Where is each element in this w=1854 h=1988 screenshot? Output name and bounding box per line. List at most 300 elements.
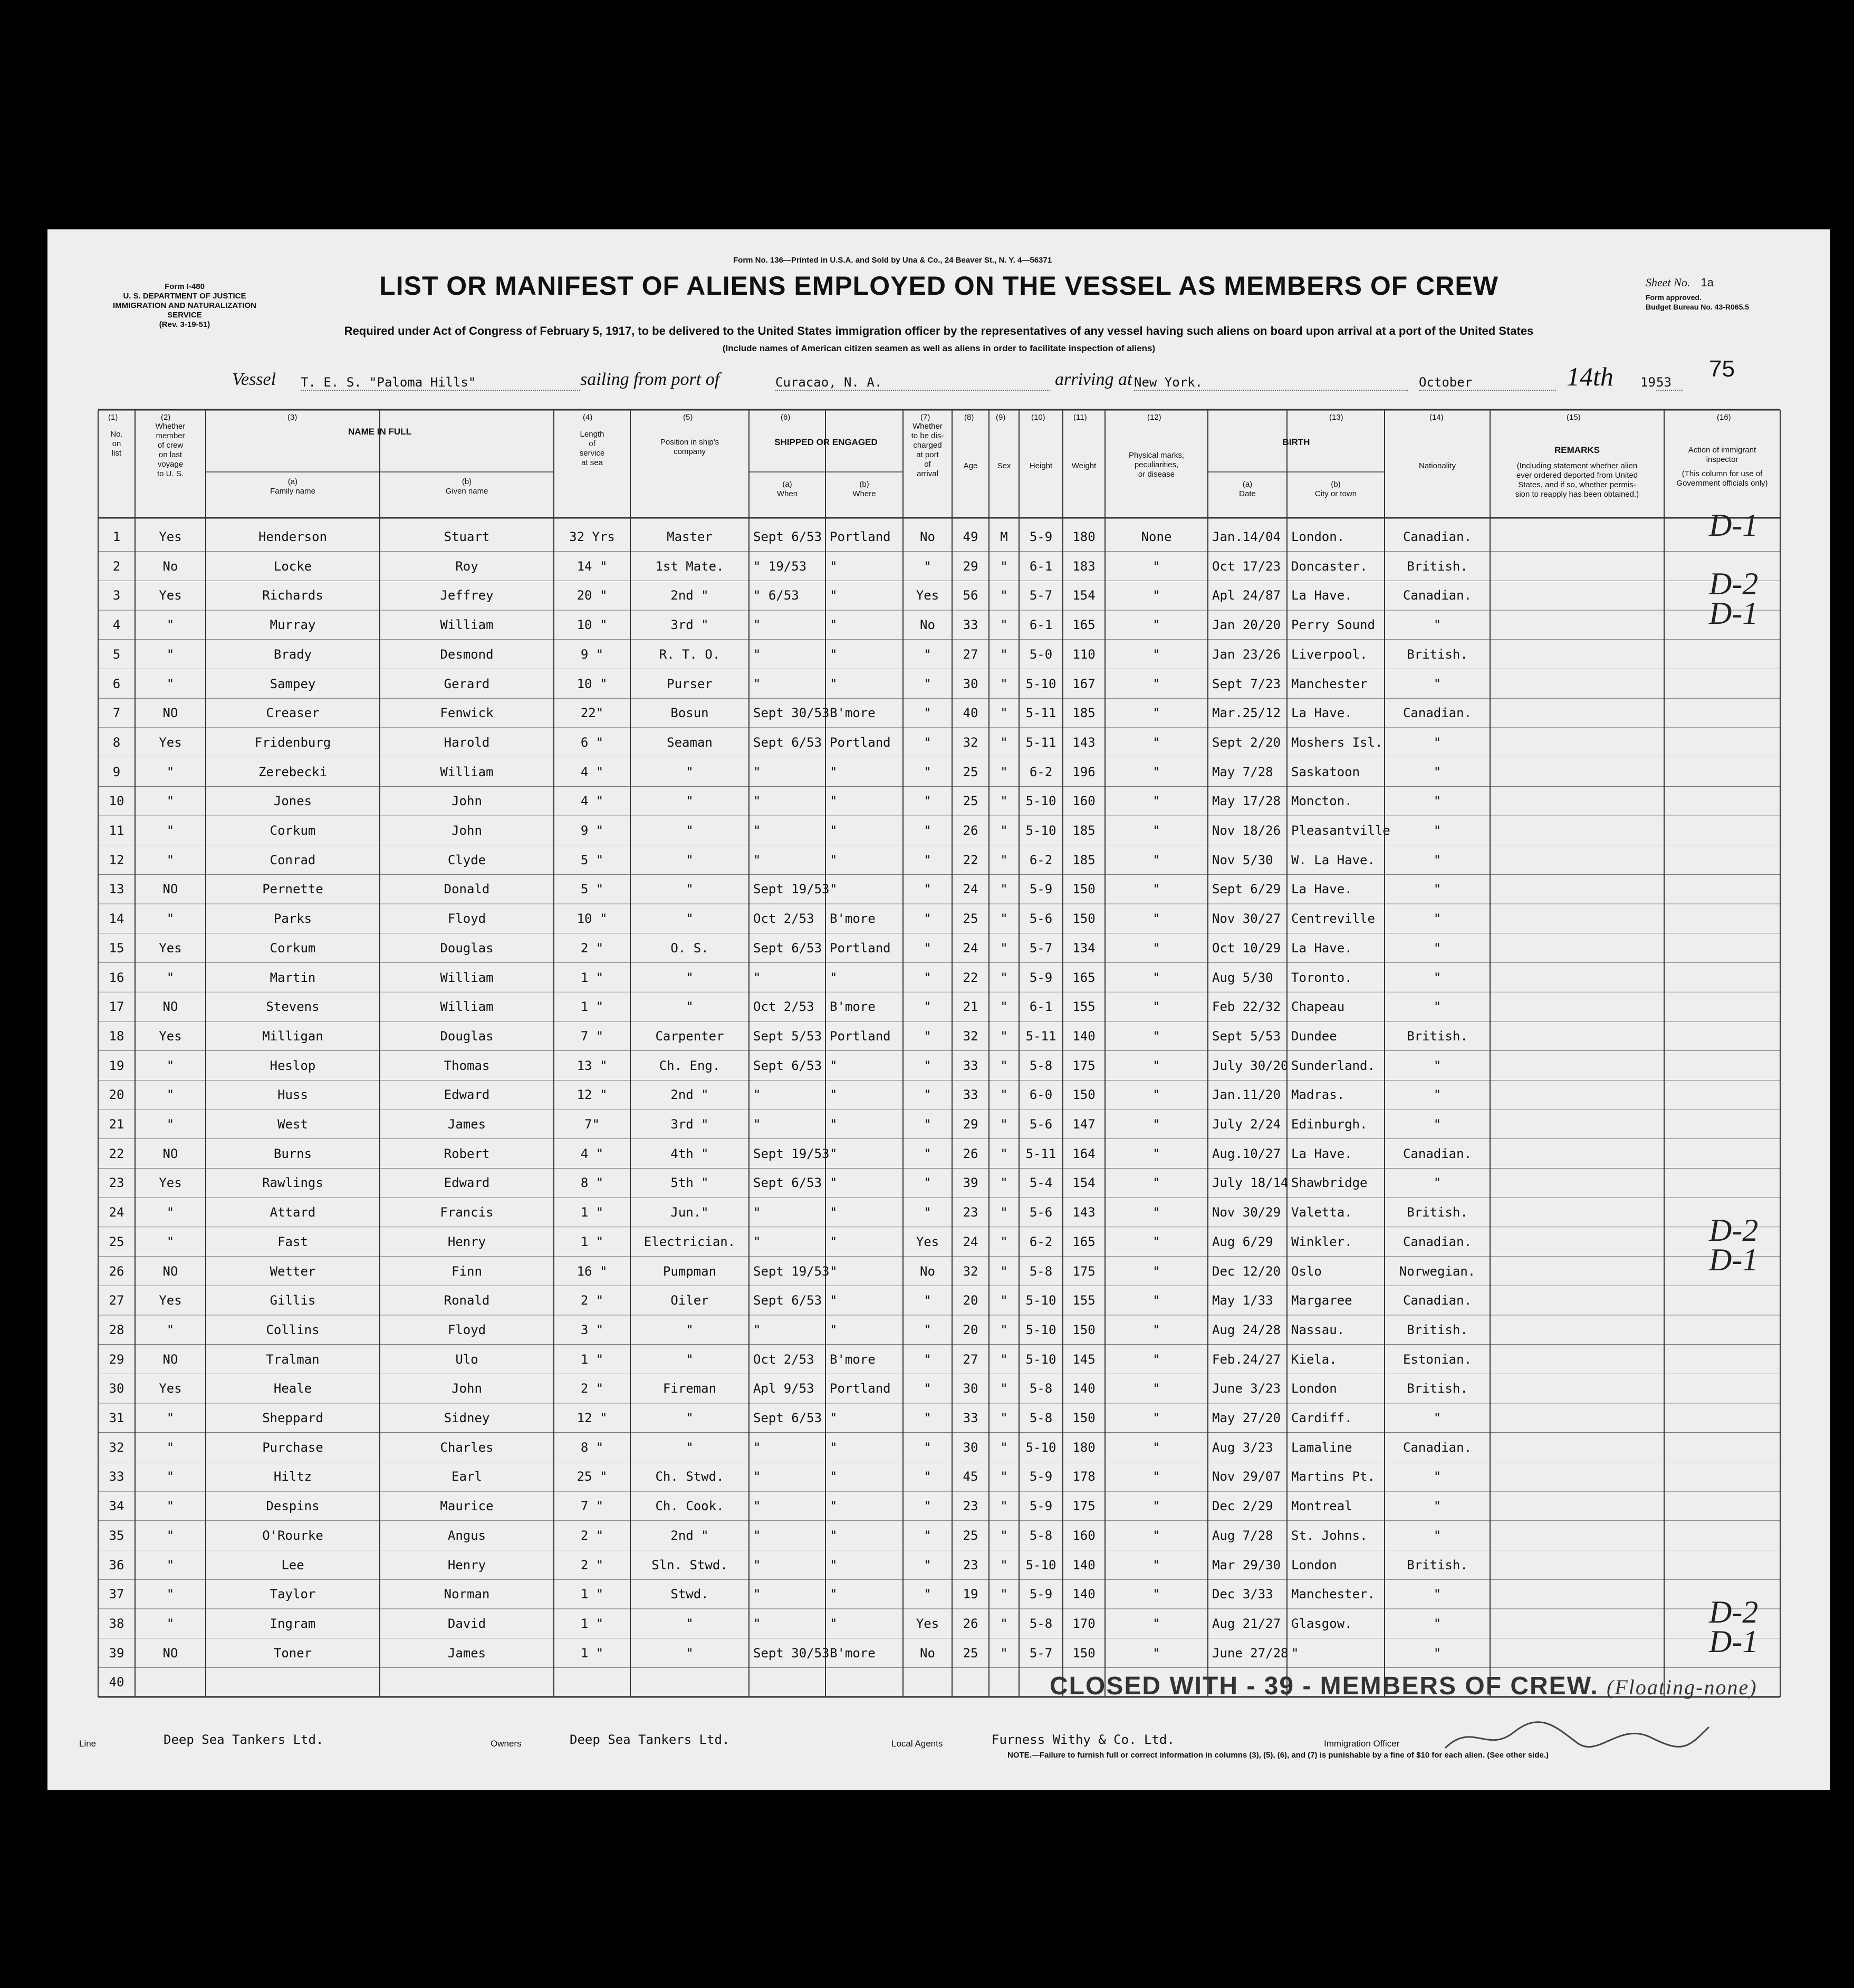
table-cell: " xyxy=(1000,852,1008,867)
table-cell: Douglas xyxy=(440,940,494,956)
table-row xyxy=(47,1168,1772,1197)
table-cell: 5-11 xyxy=(1025,1146,1056,1161)
table-cell: 32 Yrs xyxy=(569,529,615,544)
table-cell: Aug 24/28 xyxy=(1212,1322,1281,1337)
table-cell: " xyxy=(830,676,838,691)
table-cell: No xyxy=(920,1263,935,1279)
subtitle-instructions: (Include names of American citizen seamen as well as aliens in order to facilitate inspection of aliens) xyxy=(722,343,1156,353)
table-cell: " xyxy=(830,1440,838,1455)
table-cell: Bosun xyxy=(670,706,709,721)
table-cell: Kiela. xyxy=(1291,1352,1337,1367)
table-cell: " xyxy=(924,882,931,897)
table-cell: July 18/14 xyxy=(1212,1175,1289,1191)
table-cell: " xyxy=(924,1381,931,1396)
table-cell: William xyxy=(440,970,494,985)
table-cell: 5-9 xyxy=(1029,970,1053,985)
table-cell: " xyxy=(830,1293,838,1308)
table-cell: B'more xyxy=(830,911,876,927)
table-cell: Centreville xyxy=(1291,911,1375,927)
table-cell: 5 " xyxy=(580,852,604,867)
table-cell: Jun." xyxy=(670,1205,709,1220)
table-cell: 3rd " xyxy=(670,617,709,633)
table-cell: British. xyxy=(1407,1557,1468,1572)
table-cell: Jan.14/04 xyxy=(1212,529,1281,544)
line-value: Deep Sea Tankers Ltd. xyxy=(164,1732,324,1747)
table-cell: " xyxy=(166,852,175,867)
page-title: LIST OR MANIFEST OF ALIENS EMPLOYED ON THE VESSEL AS MEMBERS OF CREW xyxy=(379,271,1498,301)
table-cell: " xyxy=(1152,676,1160,691)
table-cell: Canadian. xyxy=(1402,1146,1472,1161)
table-cell: Hiltz xyxy=(273,1469,312,1484)
table-cell: " xyxy=(1000,823,1008,838)
table-cell: Yes xyxy=(916,588,939,603)
table-cell: " xyxy=(166,823,175,838)
table-cell: Taylor xyxy=(270,1587,316,1602)
table-cell: " xyxy=(1152,1087,1160,1103)
table-row xyxy=(47,1286,1772,1315)
table-cell: Ronald xyxy=(444,1293,490,1308)
table-cell: " xyxy=(1433,1117,1442,1132)
header-discharged: Whether to be dis- charged at port of arrival xyxy=(911,422,944,478)
table-cell: " xyxy=(924,1205,931,1220)
table-row xyxy=(47,1198,1772,1227)
table-cell: O. S. xyxy=(670,940,709,956)
table-cell: " xyxy=(1000,999,1008,1015)
table-cell: 29 xyxy=(109,1352,124,1367)
table-cell: 25 " xyxy=(577,1469,608,1484)
table-cell: July 30/20 xyxy=(1212,1058,1289,1073)
table-cell: Sept 6/53 xyxy=(753,735,822,750)
table-cell: 5-10 xyxy=(1025,676,1056,691)
table-cell: 5-10 xyxy=(1025,1352,1056,1367)
table-cell: Cardiff. xyxy=(1291,1411,1352,1425)
table-cell: Gillis xyxy=(270,1293,316,1308)
table-cell: 5th " xyxy=(670,1175,709,1191)
table-cell: Ch. Eng. xyxy=(659,1058,721,1073)
inspector-action: D-1 xyxy=(1709,508,1759,543)
table-cell: " xyxy=(924,823,931,838)
table-cell: Oct 2/53 xyxy=(753,911,814,927)
table-cell: " xyxy=(166,1616,175,1631)
table-cell: 2 " xyxy=(580,1557,604,1572)
table-cell: La Have. xyxy=(1291,1146,1352,1161)
table-cell: " xyxy=(1152,882,1160,897)
table-cell: " xyxy=(830,1411,838,1425)
table-cell: Dec 12/20 xyxy=(1212,1263,1281,1279)
table-cell: La Have. xyxy=(1291,940,1352,956)
table-cell: Edward xyxy=(444,1175,490,1191)
table-cell: John xyxy=(452,794,482,809)
table-cell: 5-7 xyxy=(1029,940,1053,956)
table-cell: " xyxy=(1433,940,1442,956)
table-cell: Sept 6/53 xyxy=(753,940,822,956)
table-cell: Nassau. xyxy=(1291,1322,1345,1337)
table-cell: Locke xyxy=(273,558,312,574)
table-cell: William xyxy=(440,764,494,779)
table-cell: 12 xyxy=(109,852,124,867)
table-cell: " xyxy=(924,558,931,574)
table-cell: " xyxy=(686,1411,694,1425)
form-approved: Form approved. Budget Bureau No. 43-R065.5 xyxy=(1646,293,1750,311)
table-cell: Perry Sound xyxy=(1291,617,1375,633)
table-cell: 33 xyxy=(963,1058,978,1073)
table-cell: " xyxy=(1000,676,1008,691)
table-cell: 196 xyxy=(1072,764,1096,779)
table-cell: 20 xyxy=(963,1322,978,1337)
table-row xyxy=(47,1579,1772,1608)
table-cell: David xyxy=(447,1616,486,1631)
table-cell: 6-1 xyxy=(1029,999,1053,1015)
table-cell: Oct 10/29 xyxy=(1212,940,1281,956)
column-number: (13) xyxy=(1329,413,1343,422)
table-cell: 38 xyxy=(109,1616,124,1631)
header-given-name: (b) Given name xyxy=(445,477,488,496)
table-row xyxy=(47,1345,1772,1374)
table-cell: " xyxy=(1291,1645,1299,1661)
column-number: (7) xyxy=(920,413,930,422)
table-cell: 134 xyxy=(1072,940,1096,956)
header-weight: Weight xyxy=(1071,461,1097,470)
table-cell: 5-9 xyxy=(1029,1587,1053,1602)
table-cell: " xyxy=(753,1469,761,1484)
table-cell: Toronto. xyxy=(1291,970,1352,985)
table-cell: Margaree xyxy=(1291,1293,1352,1308)
table-cell: Sept 19/53 xyxy=(753,882,830,897)
table-cell: No xyxy=(162,558,178,574)
table-cell: 33 xyxy=(963,617,978,633)
table-cell: " xyxy=(1152,558,1160,574)
table-cell: " xyxy=(686,1322,694,1337)
table-cell: " xyxy=(166,1234,175,1249)
column-number: (11) xyxy=(1073,413,1087,422)
table-cell: 5-4 xyxy=(1029,1175,1053,1191)
table-cell: " xyxy=(1000,558,1008,574)
table-cell: Desmond xyxy=(440,646,494,662)
table-cell: Corkum xyxy=(270,823,316,838)
table-cell: West xyxy=(277,1117,308,1132)
table-cell: " xyxy=(1152,940,1160,956)
table-cell: 1 " xyxy=(580,1645,604,1661)
table-cell: " xyxy=(1000,1117,1008,1132)
table-cell: Oslo xyxy=(1291,1263,1322,1279)
table-cell: 150 xyxy=(1072,1087,1096,1103)
table-cell: Portland xyxy=(830,735,891,750)
table-cell: 2 " xyxy=(580,1528,604,1543)
table-cell: Doncaster. xyxy=(1291,558,1368,574)
header-birth-date: (a) Date xyxy=(1239,480,1256,498)
table-cell: Toner xyxy=(273,1645,312,1661)
table-cell: " xyxy=(1433,1499,1442,1514)
table-cell: Yes xyxy=(916,1234,939,1249)
table-cell: Valetta. xyxy=(1291,1205,1352,1220)
table-cell: R. T. O. xyxy=(659,646,721,662)
table-cell: 5-8 xyxy=(1029,1381,1053,1396)
table-cell: " xyxy=(166,1322,175,1337)
table-cell: " xyxy=(166,646,175,662)
table-cell: " xyxy=(166,617,175,633)
table-cell: B'more xyxy=(830,999,876,1015)
table-cell: " xyxy=(753,1440,761,1455)
table-cell: Martins Pt. xyxy=(1291,1469,1375,1484)
table-cell: " xyxy=(1433,676,1442,691)
table-cell: Manchester xyxy=(1291,676,1368,691)
table-cell: 6-2 xyxy=(1029,852,1053,867)
table-cell: 25 xyxy=(109,1234,124,1249)
table-cell: " xyxy=(1000,1234,1008,1249)
table-cell: " xyxy=(1152,1411,1160,1425)
table-cell: NO xyxy=(162,882,178,897)
table-cell: 150 xyxy=(1072,911,1096,927)
table-cell: Aug 6/29 xyxy=(1212,1234,1273,1249)
table-cell: 165 xyxy=(1072,970,1096,985)
table-cell: " xyxy=(1433,852,1442,867)
table-cell: 16 xyxy=(109,970,124,985)
table-cell: " xyxy=(753,646,761,662)
table-cell: 19 xyxy=(109,1058,124,1073)
table-cell: Nov 29/07 xyxy=(1212,1469,1281,1484)
officer-label: Immigration Officer xyxy=(1324,1739,1400,1749)
table-cell: Martin xyxy=(270,970,316,985)
table-cell: " xyxy=(686,911,694,927)
table-cell: " xyxy=(1433,794,1442,809)
table-row xyxy=(47,728,1772,757)
table-cell: " xyxy=(753,1587,761,1602)
table-cell: " xyxy=(753,1322,761,1337)
table-cell: " xyxy=(1433,617,1442,633)
table-cell: 32 xyxy=(109,1440,124,1455)
table-cell: 7 " xyxy=(580,1499,604,1514)
table-cell: " xyxy=(830,1175,838,1191)
table-cell: Aug 7/28 xyxy=(1212,1528,1273,1543)
table-cell: " xyxy=(166,970,175,985)
sheet-value: 1a xyxy=(1701,276,1714,289)
table-cell: " xyxy=(924,911,931,927)
table-cell: 165 xyxy=(1072,1234,1096,1249)
table-cell: 5-10 xyxy=(1025,1293,1056,1308)
table-cell: " xyxy=(1152,1293,1160,1308)
agents-label: Local Agents xyxy=(891,1739,943,1749)
table-row xyxy=(47,757,1772,786)
table-cell: " xyxy=(830,1616,838,1631)
inspector-action: D-1 xyxy=(1709,596,1759,631)
table-cell: " xyxy=(924,1175,931,1191)
table-cell: Clyde xyxy=(447,852,486,867)
table-cell: Floyd xyxy=(447,1322,486,1337)
table-cell: 140 xyxy=(1072,1028,1096,1044)
sheet-label: Sheet No. xyxy=(1646,276,1690,289)
table-cell: B'more xyxy=(830,1352,876,1367)
table-cell: " xyxy=(924,794,931,809)
table-cell: 1 " xyxy=(580,1587,604,1602)
table-cell: 13 " xyxy=(577,1058,608,1073)
column-number: (12) xyxy=(1147,413,1161,422)
table-cell: " xyxy=(686,999,694,1015)
table-cell: " xyxy=(1000,1381,1008,1396)
table-cell: 3 " xyxy=(580,1322,604,1337)
column-number: (15) xyxy=(1567,413,1581,422)
table-cell: 27 xyxy=(963,1352,978,1367)
table-cell: Henry xyxy=(447,1234,486,1249)
table-cell: 40 xyxy=(963,706,978,721)
table-cell: 35 xyxy=(109,1528,124,1543)
table-cell: 18 xyxy=(109,1028,124,1044)
table-cell: " xyxy=(1000,1322,1008,1337)
table-cell: 13 xyxy=(109,882,124,897)
table-cell: Maurice xyxy=(440,1499,494,1514)
table-cell: 7 " xyxy=(580,1028,604,1044)
table-cell: 25 xyxy=(963,911,978,927)
table-cell: 27 xyxy=(109,1293,124,1308)
arrival-year: 53 xyxy=(1656,375,1683,391)
table-cell: " xyxy=(1000,1028,1008,1044)
table-cell: " xyxy=(924,1293,931,1308)
table-cell: 1st Mate. xyxy=(655,558,724,574)
table-cell: Burns xyxy=(273,1146,312,1161)
table-cell: " xyxy=(1000,1205,1008,1220)
table-row xyxy=(47,963,1772,992)
table-cell: " xyxy=(1433,1645,1442,1661)
table-cell: 164 xyxy=(1072,1146,1096,1161)
table-cell: British. xyxy=(1407,1381,1468,1396)
table-cell: 33 xyxy=(109,1469,124,1484)
table-cell: 160 xyxy=(1072,794,1096,809)
table-cell: 6-0 xyxy=(1029,1087,1053,1103)
table-row xyxy=(47,874,1772,903)
table-cell: " xyxy=(1433,999,1442,1015)
table-cell: " xyxy=(1152,735,1160,750)
table-cell: Purser xyxy=(667,676,713,691)
owners-label: Owners xyxy=(491,1739,522,1749)
table-cell: Roy xyxy=(455,558,478,574)
table-cell: " xyxy=(1152,588,1160,603)
table-cell: " xyxy=(166,1411,175,1425)
table-cell: " xyxy=(166,1528,175,1543)
table-cell: W. La Have. xyxy=(1291,852,1375,867)
table-cell: Sept 5/53 xyxy=(1212,1028,1281,1044)
table-cell: Sept 6/53 xyxy=(753,1293,822,1308)
table-cell: 150 xyxy=(1072,1645,1096,1661)
table-cell: " xyxy=(1433,1411,1442,1425)
table-cell: 5-10 xyxy=(1025,823,1056,838)
inspector-action: D-2 xyxy=(1709,566,1759,602)
table-cell: 150 xyxy=(1072,1322,1096,1337)
table-cell: " xyxy=(1152,617,1160,633)
table-cell: B'more xyxy=(830,1645,876,1661)
table-cell: Seaman xyxy=(667,735,713,750)
table-cell: Sheppard xyxy=(262,1411,323,1425)
table-cell: B'more xyxy=(830,706,876,721)
table-cell: NO xyxy=(162,1352,178,1367)
header-action-sub: (This column for use of Government officials only) xyxy=(1676,469,1768,488)
table-cell: 25 xyxy=(963,1645,978,1661)
column-number: (9) xyxy=(996,413,1006,422)
table-cell: " xyxy=(753,1234,761,1249)
table-cell: 167 xyxy=(1072,676,1096,691)
table-cell: 6-2 xyxy=(1029,764,1053,779)
table-cell: Lamaline xyxy=(1291,1440,1352,1455)
table-cell: NO xyxy=(162,1263,178,1279)
table-cell: " xyxy=(830,1146,838,1161)
table-cell: " xyxy=(924,970,931,985)
closing-handwritten-note: (Floating-none) xyxy=(1607,1675,1757,1699)
table-cell: 24 xyxy=(963,1234,978,1249)
table-cell: 5-6 xyxy=(1029,1205,1053,1220)
table-cell: " xyxy=(1152,1645,1160,1661)
table-row xyxy=(47,1403,1772,1432)
table-cell: " xyxy=(830,646,838,662)
table-cell: 1 " xyxy=(580,1616,604,1631)
table-cell: 147 xyxy=(1072,1117,1096,1132)
column-number: (4) xyxy=(583,413,593,422)
table-cell: 183 xyxy=(1072,558,1096,574)
table-cell: Portland xyxy=(830,1028,891,1044)
table-cell: 36 xyxy=(109,1557,124,1572)
table-cell: " xyxy=(1000,882,1008,897)
table-cell: Portland xyxy=(830,940,891,956)
table-row xyxy=(47,1021,1772,1050)
table-cell: Moncton. xyxy=(1291,794,1352,809)
header-shipped-when: (a) When xyxy=(776,480,798,498)
table-cell: 185 xyxy=(1072,823,1096,838)
arrival-port: New York. xyxy=(1134,375,1408,391)
column-number: (10) xyxy=(1031,413,1045,422)
table-row xyxy=(47,669,1772,698)
table-cell: " xyxy=(686,1645,694,1661)
table-cell: 23 xyxy=(963,1557,978,1572)
table-cell: " xyxy=(686,1352,694,1367)
table-cell: " 6/53 xyxy=(753,588,799,603)
table-cell: " xyxy=(924,1352,931,1367)
table-cell: " xyxy=(830,1117,838,1132)
table-cell: 5 xyxy=(112,646,121,662)
table-cell: " xyxy=(1152,1322,1160,1337)
table-cell: James xyxy=(447,1117,486,1132)
table-cell: " xyxy=(753,970,761,985)
table-cell: 21 xyxy=(109,1117,124,1132)
vessel-label: Vessel xyxy=(232,370,276,389)
table-cell: 3rd " xyxy=(670,1117,709,1132)
table-cell: " xyxy=(924,940,931,956)
table-row xyxy=(47,1491,1772,1520)
table-cell: " xyxy=(924,1469,931,1484)
table-cell: Yes xyxy=(159,1293,182,1308)
column-number: (1) xyxy=(108,413,118,422)
table-cell: " xyxy=(686,764,694,779)
table-cell: Heale xyxy=(273,1381,312,1396)
table-cell: St. Johns. xyxy=(1291,1528,1368,1543)
table-row xyxy=(47,1462,1772,1491)
table-cell: Canadian. xyxy=(1402,1293,1472,1308)
table-cell: 1 " xyxy=(580,999,604,1015)
table-cell: " xyxy=(753,764,761,779)
table-cell: 4 xyxy=(112,617,121,633)
table-cell: 5-10 xyxy=(1025,1440,1056,1455)
table-cell: " xyxy=(1152,1205,1160,1220)
table-cell: 12 " xyxy=(577,1087,608,1103)
table-cell: Sept 5/53 xyxy=(753,1028,822,1044)
table-cell: " xyxy=(1152,764,1160,779)
table-cell: " xyxy=(830,1499,838,1514)
table-cell: " xyxy=(924,1117,931,1132)
table-cell: " xyxy=(686,970,694,985)
table-cell: 5-8 xyxy=(1029,1616,1053,1631)
table-cell: " xyxy=(1152,852,1160,867)
table-cell: " xyxy=(1000,794,1008,809)
table-cell: " xyxy=(830,558,838,574)
table-cell: 5-9 xyxy=(1029,529,1053,544)
table-cell: " xyxy=(924,1028,931,1044)
table-cell: British. xyxy=(1407,1205,1468,1220)
